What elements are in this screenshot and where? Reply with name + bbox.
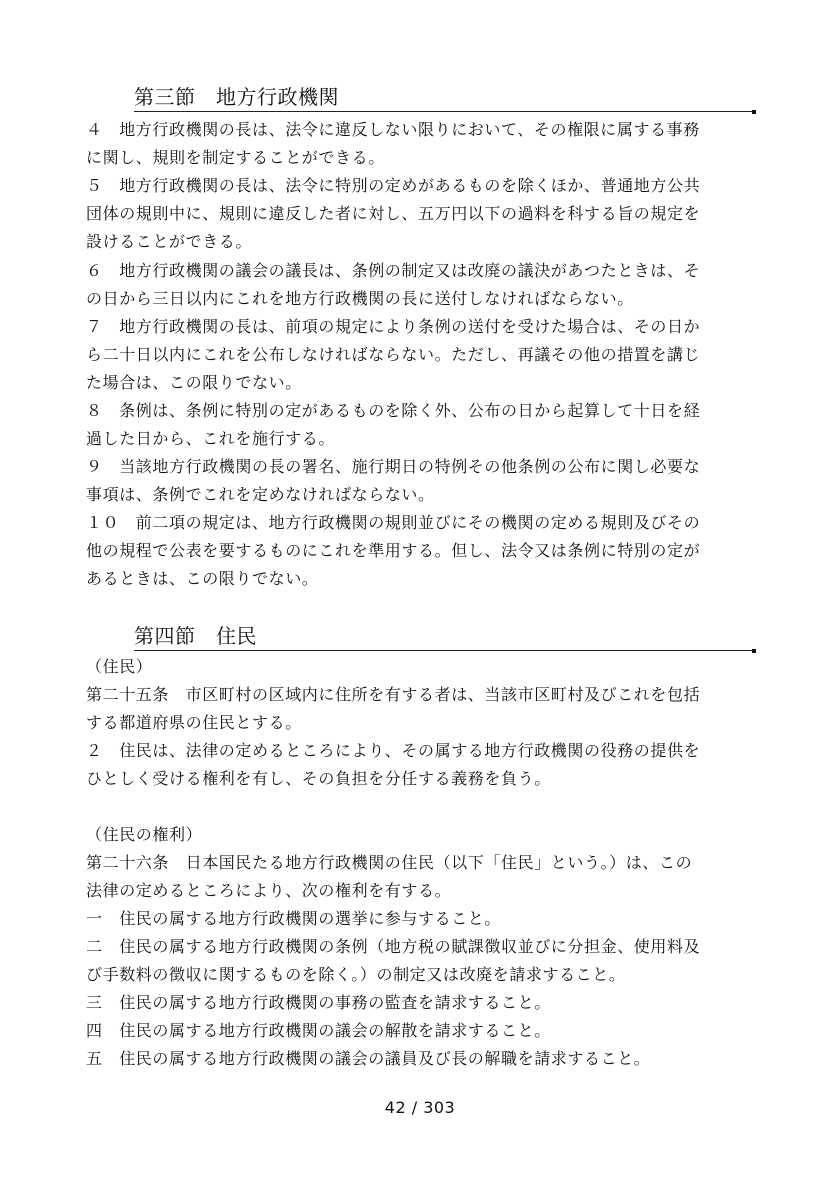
- text-line: 法律の定めるところにより、次の権利を有する。: [86, 881, 452, 900]
- section-title: 第三節 地方行政機関: [134, 85, 339, 109]
- text-line: 団体の規則中に、規則に違反した者に対し、五万円以下の過料を科する旨の規定を: [86, 204, 701, 223]
- text-line: 設けることができる。: [86, 232, 253, 251]
- text-line: あるときは、この限りでない。: [86, 569, 319, 588]
- text-line: 過した日から、これを施行する。: [86, 429, 336, 448]
- text-line: １０ 前二項の規定は、地方行政機関の規則並びにその機関の定める規則及びその: [86, 513, 701, 532]
- heading-rule: [134, 111, 754, 112]
- text-line: ２ 住民は、法律の定めるところにより、その属する地方行政機関の役務の提供を: [86, 741, 701, 760]
- text-line: ７ 地方行政機関の長は、前項の規定により条例の送付を受けた場合は、その日か: [86, 317, 701, 336]
- text-line: に関し、規則を制定することができる。: [86, 148, 385, 167]
- text-line: 一 住民の属する地方行政機関の選挙に参与すること。: [86, 909, 502, 928]
- heading-rule: [134, 650, 754, 651]
- heading-rule-end-mark: [752, 649, 756, 653]
- text-line: の日から三日以内にこれを地方行政機関の長に送付しなければならない。: [86, 289, 634, 308]
- text-line: する都道府県の住民とする。: [86, 713, 302, 732]
- page-number: 42 / 303: [384, 1098, 456, 1117]
- text-line: 五 住民の属する地方行政機関の議会の議員及び長の解職を請求すること。: [86, 1049, 651, 1068]
- section-heading: [134, 621, 754, 651]
- text-line: び手数料の徴収に関するものを除く。）の制定又は改廃を請求すること。: [86, 965, 626, 984]
- text-line: 四 住民の属する地方行政機関の議会の解散を請求すること。: [86, 1021, 551, 1040]
- text-line: 第二十六条 日本国民たる地方行政機関の住民（以下「住民」という。）は、この: [86, 853, 693, 872]
- text-line: ５ 地方行政機関の長は、法令に特別の定めがあるものを除くほか、普通地方公共: [86, 176, 701, 195]
- text-line: ら二十日以内にこれを公布しなければならない。ただし、再議その他の措置を講じ: [86, 345, 701, 364]
- text-line: た場合は、この限りでない。: [86, 373, 302, 392]
- section-heading: [134, 82, 754, 112]
- text-line: 三 住民の属する地方行政機関の事務の監査を請求すること。: [86, 993, 551, 1012]
- article-caption: （住民）: [86, 657, 153, 676]
- text-line: 事項は、条例でこれを定めなければならない。: [86, 485, 435, 504]
- text-line: ひとしく受ける権利を有し、その負担を分任する義務を負う。: [86, 769, 551, 788]
- text-line: ８ 条例は、条例に特別の定があるものを除く外、公布の日から起算して十日を経: [86, 401, 701, 420]
- section-title: 第四節 住民: [134, 624, 257, 648]
- heading-rule-end-mark: [752, 110, 756, 114]
- text-line: 二 住民の属する地方行政機関の条例（地方税の賦課徴収並びに分担金、使用料及: [86, 937, 701, 956]
- text-line: ９ 当該地方行政機関の長の署名、施行期日の特例その他条例の公布に関し必要な: [86, 457, 701, 476]
- text-line: 他の規程で公表を要するものにこれを準用する。但し、法令又は条例に特別の定が: [86, 541, 701, 560]
- text-line: 第二十五条 市区町村の区域内に住所を有する者は、当該市区町村及びこれを包括: [86, 685, 701, 704]
- text-line: ６ 地方行政機関の議会の議長は、条例の制定又は改廃の議決があつたときは、そ: [86, 261, 701, 280]
- text-line: ４ 地方行政機関の長は、法令に違反しない限りにおいて、その権限に属する事務: [86, 120, 700, 139]
- article-caption: （住民の権利）: [86, 825, 203, 844]
